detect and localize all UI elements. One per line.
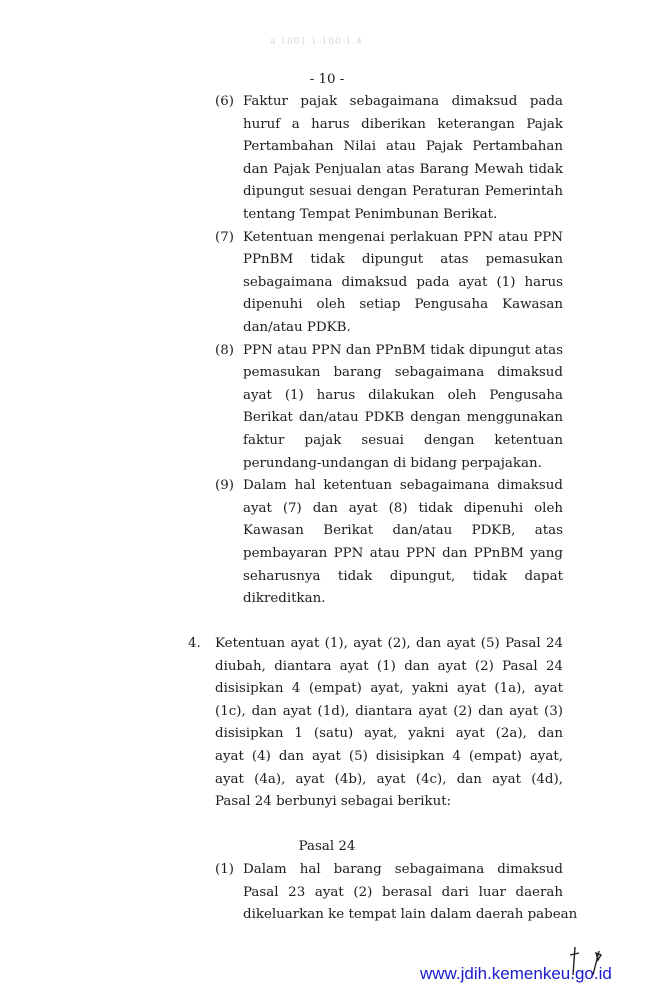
text-line: dan/atau PDKB. xyxy=(243,320,351,335)
text-line: Kawasan Berikat dan/atau PDKB, atas xyxy=(243,523,563,539)
item-number: (8) xyxy=(215,342,234,358)
text-line: PPN atau PPN dan PPnBM tidak dipungut atas xyxy=(243,342,563,358)
text-line: Dalam hal barang sebagaimana dimaksud xyxy=(243,862,563,877)
signature-initials-icon xyxy=(565,945,615,980)
item-number: (9) xyxy=(215,478,234,494)
text-line: Ketentuan mengenai perlakuan PPN atau PPN xyxy=(243,229,563,245)
text-line: ayat (4) dan ayat (5) disisipkan 4 (empat) ayat, xyxy=(215,749,563,764)
page-number: - 10 - xyxy=(309,72,345,87)
text-line: ayat (4a), ayat (4b), ayat (4c), dan ayat (4d), xyxy=(215,771,563,787)
text-line: Berikat dan/atau PDKB dengan menggunakan xyxy=(243,410,563,426)
item-number: (1) xyxy=(215,862,234,877)
item-number: (7) xyxy=(215,229,234,245)
text-line: disisipkan 4 (empat) ayat, yakni ayat (1a), ayat xyxy=(215,681,563,697)
footer-url-link[interactable]: www.jdih.kemenkeu.go.id xyxy=(420,964,612,983)
text-line: Ketentuan ayat (1), ayat (2), dan ayat (5) Pasal 24 xyxy=(215,636,563,651)
text-line: Pasal 23 ayat (2) berasal dari luar daerah xyxy=(243,884,563,900)
faint-header-text: a 1001 1 100 1.4 xyxy=(270,37,363,47)
item-number: 4. xyxy=(188,636,201,651)
text-line: ayat (1) harus dilakukan oleh Pengusaha xyxy=(243,387,563,403)
text-line: pemasukan barang sebagaimana dimaksud xyxy=(243,365,563,381)
text-line: dipungut sesuai dengan Peraturan Pemerintah xyxy=(243,184,563,200)
section-title: Pasal 24 xyxy=(298,839,356,854)
text-line: Pasal 24 berbunyi sebagai berikut: xyxy=(215,794,452,810)
text-line: perundang-undangan di bidang perpajakan. xyxy=(243,455,542,471)
text-line: faktur pajak sesuai dengan ketentuan xyxy=(243,433,563,448)
text-line: sebagaimana dimaksud pada ayat (1) harus xyxy=(243,274,563,290)
text-line: ayat (7) dan ayat (8) tidak dipenuhi oleh xyxy=(243,500,563,516)
text-line: dikeluarkan ke tempat lain dalam daerah pabean xyxy=(243,907,578,923)
text-line: pembayaran PPN atau PPN dan PPnBM yang xyxy=(243,546,563,561)
text-line: Faktur pajak sebagaimana dimaksud pada xyxy=(243,94,563,109)
text-line: (1c), dan ayat (1d), diantara ayat (2) dan ayat (3) xyxy=(215,703,563,719)
text-line: Pertambahan Nilai atau Pajak Pertambahan xyxy=(243,139,563,155)
text-line: tentang Tempat Penimbunan Berikat. xyxy=(243,207,498,222)
text-line: Dalam hal ketentuan sebagaimana dimaksud xyxy=(243,478,563,494)
text-line: dan Pajak Penjualan atas Barang Mewah tidak xyxy=(243,161,563,177)
text-line: disisipkan 1 (satu) ayat, yakni ayat (2a), dan xyxy=(215,726,563,742)
text-line: dikreditkan. xyxy=(243,591,326,607)
text-line: diubah, diantara ayat (1) dan ayat (2) Pasal 24 xyxy=(215,658,563,674)
text-line: dipenuhi oleh setiap Pengusaha Kawasan xyxy=(243,297,563,313)
text-line: seharusnya tidak dipungut, tidak dapat xyxy=(243,568,563,584)
text-line: huruf a harus diberikan keterangan Pajak xyxy=(243,116,563,132)
item-number: (6) xyxy=(215,94,234,109)
text-line: PPnBM tidak dipungut atas pemasukan xyxy=(243,252,563,268)
